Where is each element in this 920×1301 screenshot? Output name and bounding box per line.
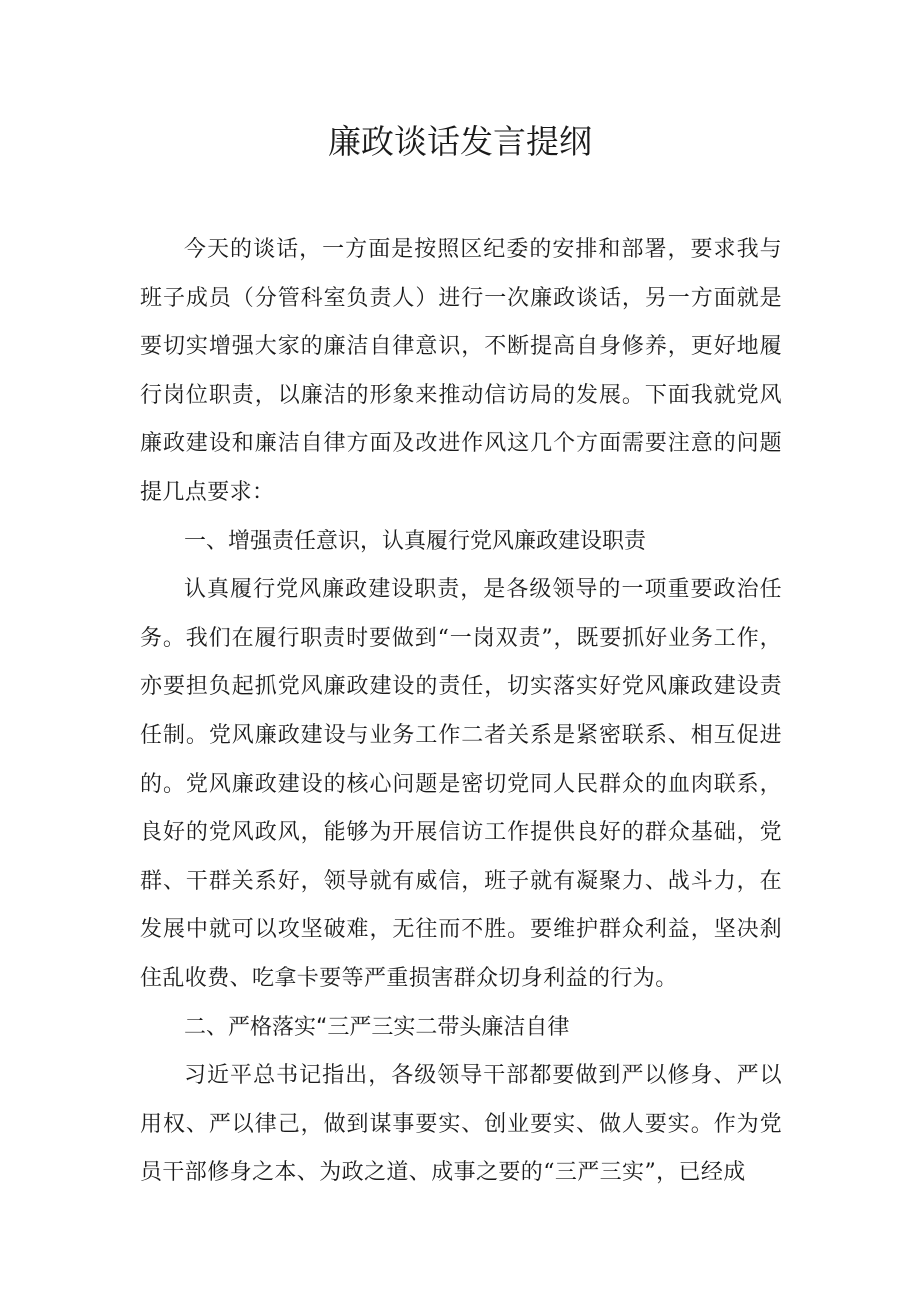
section-2-heading: 二、严格落实“三严三实二带头廉洁自律: [184, 1014, 570, 1040]
section-2-paragraph: 习近平总书记指出，各级领导干部都要做到严以修身、严以用权、严以律己，做到谋事要实、创业要实、做人要实。作为党员干部修身之本、为政之道、成事之要的“三严三实”，已经成: [140, 1063, 782, 1186]
section-1-paragraph: 认真履行党风廉政建设职责，是各级领导的一项重要政治任务。我们在履行职责时要做到“一岗双责”，既要抓好业务工作，亦要担负起抓党风廉政建设的责任，切实落实好党风廉政建设责任制。党风廉政建设与业务工作二者关系是紧密联系、相互促进的。党风廉政建设的核心问题是密切党同人民群众的血肉联系，良好的党风政风，能够为开展信访工作提供良好的群众基础，党群、干群关系好，领导就有威信，班子就有凝聚力、战斗力，在发展中就可以攻坚破难，无往而不胜。要维护群众利益，坚决刹住乱收费、吃拿卡要等严重损害群众切身利益的行为。: [140, 577, 782, 991]
section-1-heading: 一、增强责任意识，认真履行党风廉政建设职责: [184, 528, 647, 554]
document-body: [140, 226, 782, 1198]
intro-paragraph: 今天的谈话，一方面是按照区纪委的安排和部署，要求我与班子成员（分管科室负责人）进行一次廉政谈话，另一方面就是要切实增强大家的廉洁自律意识，不断提高自身修养，更好地履行岗位职责，以廉洁的形象来推动信访局的发展。下面我就党风廉政建设和廉洁自律方面及改进作风这几个方面需要注意的问题提几点要求：: [140, 237, 782, 505]
document-title: 廉政谈话发言提纲: [328, 122, 592, 161]
